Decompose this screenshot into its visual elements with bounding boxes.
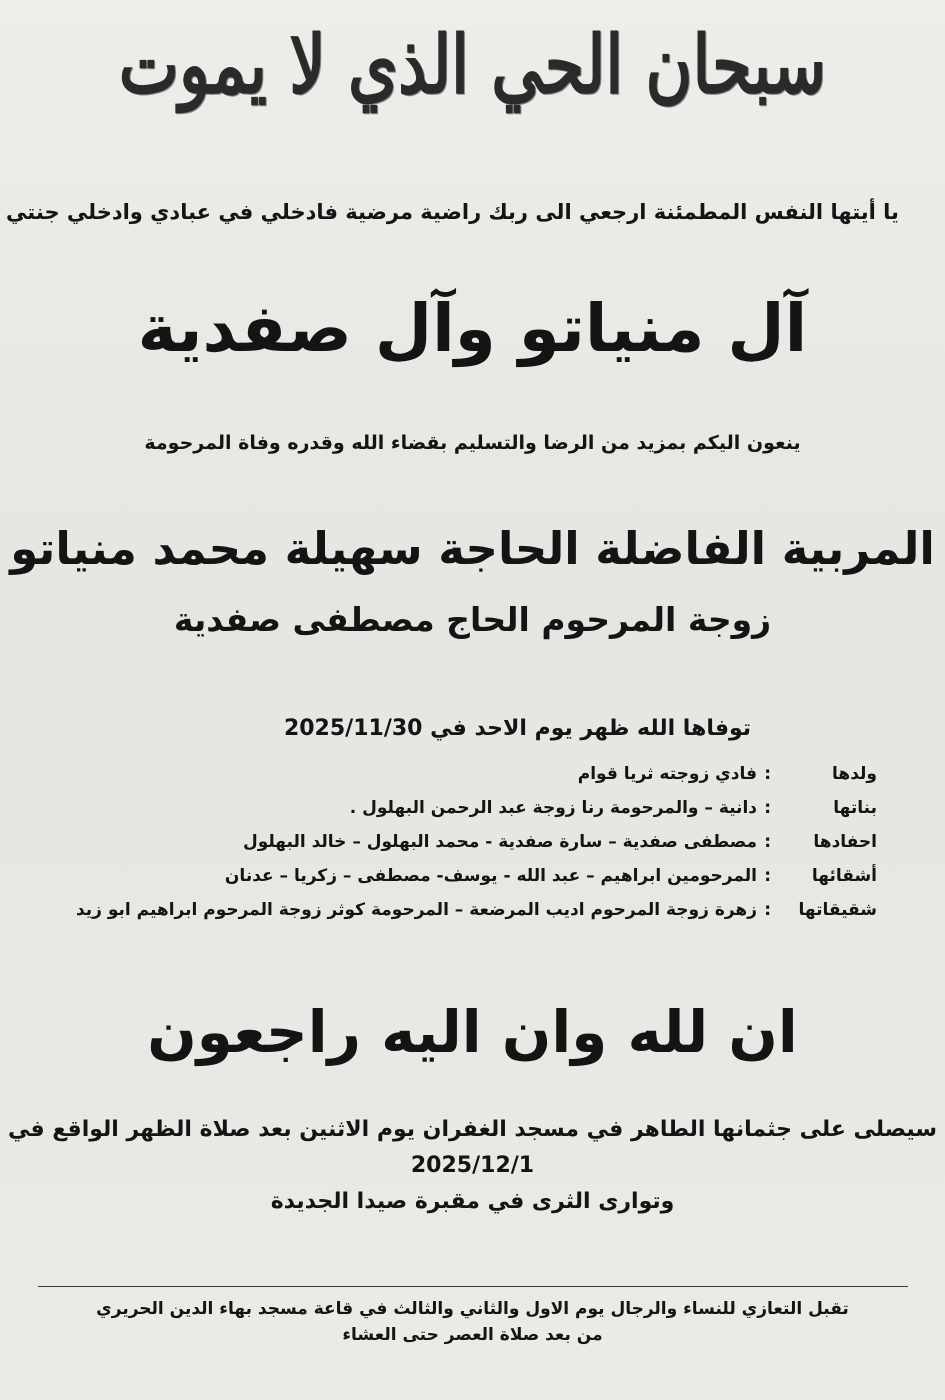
deceased-spouse: زوجة المرحوم الحاج مصطفى صفدية: [173, 600, 772, 639]
relative-label: شقيقاتها: [798, 900, 877, 920]
relative-label: ولدها: [832, 764, 877, 784]
closing-verse: ان لله وان اليه راجعون: [147, 998, 798, 1066]
funeral-details: [0, 1112, 945, 1220]
funeral-prayer-line: سيصلى على جثمانها الطاهر في مسجد الغفران يوم الاثنين بعد صلاة الظهر الواقع في: [7, 1117, 938, 1142]
relative-label: بناتها: [833, 798, 877, 818]
relative-row-grandchildren: [0, 830, 945, 864]
condolence-line: تقبل التعازي للنساء والرجال يوم الاول والثاني والثالث في قاعة مسجد بهاء الدين الحريري: [96, 1299, 849, 1319]
announcement-text: ينعون اليكم بمزيد من الرضا والتسليم بقضاء الله وقدره وفاة المرحومة: [144, 432, 801, 454]
calligraphy-header: سبحان الحي الذي لا يموت: [118, 18, 827, 113]
relative-value: فادي زوجته ثريا قوام: [577, 764, 757, 784]
divider: [38, 1286, 908, 1287]
death-date-line: توفاها الله ظهر يوم الاحد في 2025/11/30: [283, 716, 752, 741]
relative-separator: :: [764, 764, 771, 784]
relative-value: المرحومين ابراهيم – عبد الله - يوسف- مصطفى – زكريا – عدنان: [224, 866, 757, 886]
burial-line: وتوارى الثرى في مقبرة صيدا الجديدة: [270, 1189, 675, 1214]
condolence-time: من بعد صلاة العصر حتى العشاء: [342, 1325, 603, 1345]
relative-row-sisters: [0, 898, 945, 932]
relative-separator: :: [764, 798, 771, 818]
deceased-name: المربية الفاضلة الحاجة سهيلة محمد منياتو: [10, 522, 935, 575]
relative-label: أشقائها: [811, 866, 877, 886]
relative-separator: :: [764, 832, 771, 852]
relative-row-brothers: [0, 864, 945, 898]
relative-value: دانية – والمرحومة رنا زوجة عبد الرحمن البهلول .: [349, 798, 757, 818]
relative-separator: :: [764, 900, 771, 920]
relatives-list: [0, 762, 945, 932]
quran-verse: يا أيتها النفس المطمئنة ارجعي الى ربك راضية مرضية فادخلي في عبادي وادخلي جنتي: [6, 200, 899, 224]
families-title: آل منياتو وآل صفدية: [137, 290, 808, 367]
relative-value: زهرة زوجة المرحوم اديب المرضعة – المرحومة كوثر زوجة المرحوم ابراهيم ابو زيد: [75, 900, 757, 920]
relative-label: احفادها: [813, 832, 877, 852]
funeral-date: 2025/12/1: [410, 1153, 535, 1178]
relative-row-sons: [0, 762, 945, 796]
condolence-details: [0, 1296, 945, 1348]
relative-row-daughters: [0, 796, 945, 830]
relative-value: مصطفى صفدية – سارة صفدية - محمد البهلول – خالد البهلول: [242, 832, 757, 852]
relative-separator: :: [764, 866, 771, 886]
